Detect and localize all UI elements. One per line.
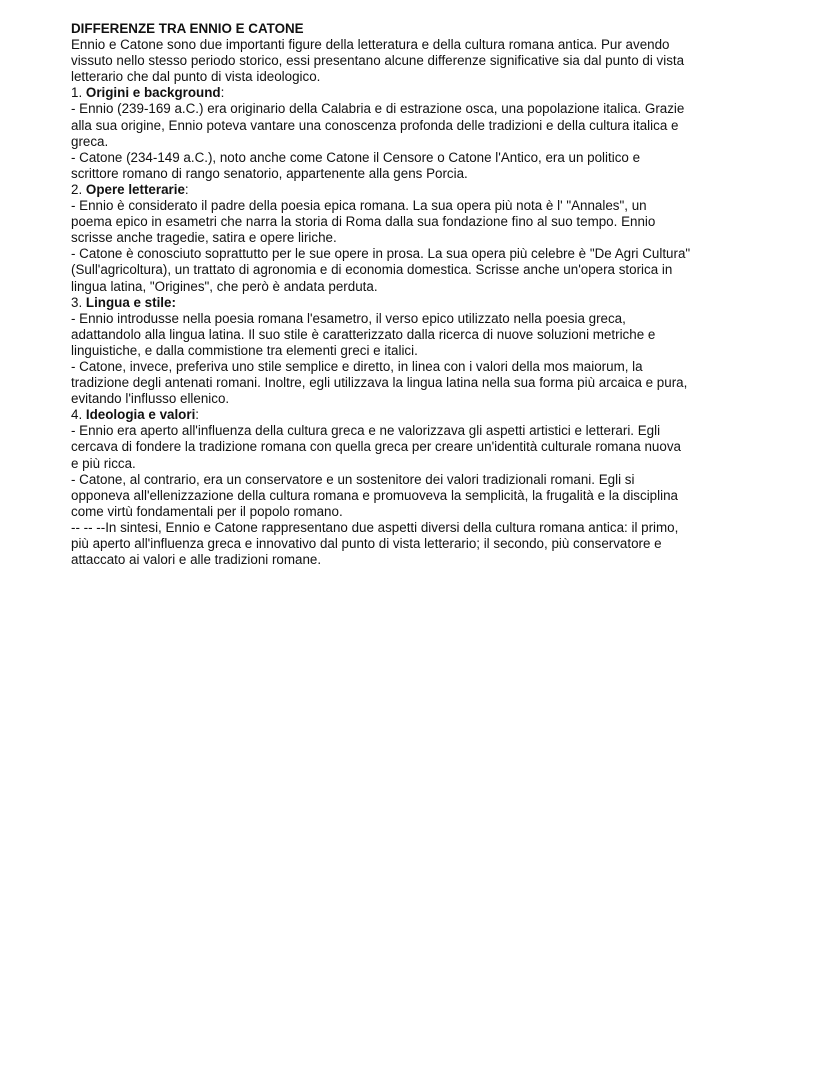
section-heading-suffix: :	[195, 407, 200, 423]
paragraph-catone: - Catone, al contrario, era un conservatore e un sostenitore dei valori tradizionali romani. Egli si opponeva all'ellenizzazione della cultura romana e promuoveva la semplicità, la frugalità e la disciplina come virtù fondamentali per il popolo romano.	[71, 471, 678, 519]
section-number: 1.	[71, 85, 83, 101]
section-heading-label: Opere letterarie	[85, 181, 185, 197]
section-heading	[71, 182, 691, 198]
section-language-style	[71, 295, 691, 408]
paragraph-catone: - Catone (234-149 a.C.), noto anche come Catone il Censore o Catone l'Antico, era un politico e scrittore romano di rango senatorio, appartenente alla gens Porcia.	[71, 149, 641, 181]
section-heading	[71, 85, 691, 101]
section-number: 4.	[71, 407, 83, 423]
section-ideology-values	[71, 407, 691, 520]
document-title: DIFFERENZE TRA ENNIO E CATONE	[71, 21, 304, 36]
intro-paragraph: Ennio e Catone sono due importanti figure della letteratura e della cultura romana antica. Pur avendo vissuto nello stesso periodo storico, essi presentano alcune differenze significative sia dal punto di vista letterario che dal punto di vista ideologico.	[71, 37, 685, 85]
section-heading	[71, 407, 691, 423]
section-heading-label: Lingua e stile:	[85, 294, 176, 310]
section-heading-label: Origini e background	[85, 85, 221, 101]
section-heading-suffix: :	[184, 181, 189, 197]
paragraph-catone: - Catone, invece, preferiva uno stile semplice e diretto, in linea con i valori della mos maiorum, la tradizione degli antenati romani. Inoltre, egli utilizzava la lingua latina nella sua forma più arcaica e pura, evitando l'influsso ellenico.	[71, 358, 688, 407]
paragraph-ennio: - Ennio introdusse nella poesia romana l'esametro, il verso epico utilizzato nella poesia greca, adattandolo alla lingua latina. Il suo stile è caratterizzato dalla ricerca di nuove soluzioni metriche e linguistiche, e dalla commistione tra elementi greci e italici.	[71, 310, 656, 358]
paragraph-ennio: - Ennio è considerato il padre della poesia epica romana. La sua opera più nota è l' "Annales", un poema epico in esametri che narra la storia di Roma dalla sua fondazione fino al suo tempo. Ennio scrisse anche tragedie, satira e opere liriche.	[71, 198, 656, 246]
section-heading	[71, 295, 691, 311]
section-heading-label: Ideologia e valori	[85, 407, 196, 423]
paragraph-catone: - Catone è conosciuto soprattutto per le sue opere in prosa. La sua opera più celebre è "De Agri Cultura" (Sull'agricoltura), un trattato di agronomia e di economia domestica. Scrisse anche un'opera storica in lingua latina, "Origines", che però è andata perduta.	[71, 246, 691, 294]
document-page	[71, 21, 691, 568]
conclusion-paragraph: -- -- --In sintesi, Ennio e Catone rappresentano due aspetti diversi della cultura romana antica: il primo, più aperto all'influenza greca e innovativo dal punto di vista letterario; il secondo, più conservatore e attaccato ai valori e alle tradizioni romane.	[71, 519, 679, 568]
paragraph-ennio: - Ennio (239-169 a.C.) era originario della Calabria e di estrazione osca, una popolazione italica. Grazie alla sua origine, Ennio poteva vantare una conoscenza profonda delle tradizioni e della cultura italica e greca.	[71, 101, 685, 149]
section-origins	[71, 85, 691, 182]
paragraph-ennio: - Ennio era aperto all'influenza della cultura greca e ne valorizzava gli aspetti artistici e letterari. Egli cercava di fondere la tradizione romana con quella greca per creare un'identità culturale romana nuova e più ricca.	[71, 423, 681, 471]
section-number: 2.	[71, 181, 83, 197]
section-works	[71, 182, 691, 295]
section-number: 3.	[71, 294, 83, 310]
section-heading-suffix: :	[220, 85, 225, 101]
